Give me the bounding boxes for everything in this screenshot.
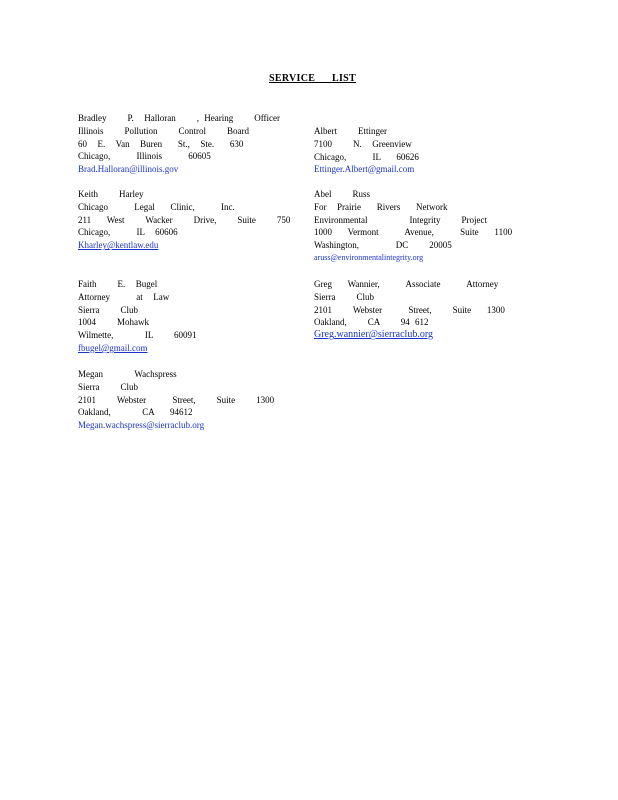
contact-organization-2: Environmental Integrity Project <box>314 214 487 225</box>
contact-name: Faith E. Bugel <box>78 279 158 289</box>
contact-organization: Sierra Club <box>78 381 138 392</box>
contact-street: 1004 Mohawk <box>78 317 149 328</box>
contact-email[interactable]: Brad.Halloran@illinois.gov <box>78 164 179 175</box>
contact-name: Keith Harley <box>78 189 144 199</box>
contact-organization: Sierra Club <box>314 291 374 302</box>
service-contact-russ <box>314 188 512 265</box>
contact-email[interactable]: Ettinger.Albert@gmail.com <box>314 164 415 175</box>
contact-email-link[interactable]: fbugel@gmail.com <box>78 342 148 353</box>
contact-name: Megan Wachspress <box>78 369 177 379</box>
service-contact-harley <box>78 188 290 252</box>
contact-name: Abel Russ <box>314 189 371 199</box>
contact-organization: Illinois Pollution Control Board <box>78 125 250 136</box>
contact-organization: Chicago Legal Clinic, Inc. <box>78 201 235 212</box>
contact-city: Washington, DC 20005 <box>314 240 452 251</box>
service-contact-halloran <box>78 112 280 176</box>
contact-email-link[interactable]: Greg.wannier@sierraclub.org <box>314 329 433 341</box>
service-contact-wannier <box>314 278 505 342</box>
contact-city: Oakland, CA 94 612 <box>314 317 429 328</box>
contact-city: Chicago, IL 60626 <box>314 151 419 162</box>
contact-city: Chicago, IL 60606 <box>78 227 178 238</box>
contact-street: 2101 Webster Street, Suite 1300 <box>314 304 505 315</box>
contact-city: Oakland, CA 94612 <box>78 407 193 418</box>
contact-name: Bradley P. Halloran , Hearing Officer <box>78 113 281 123</box>
contact-email[interactable]: aruss@environmentalintegrity.org <box>314 252 424 262</box>
contact-email[interactable]: Megan.wachspress@sierraclub.org <box>78 420 205 431</box>
contact-city: Wilmette, IL 60091 <box>78 330 197 341</box>
contact-city: Chicago, Illinois 60605 <box>78 151 211 162</box>
contact-name: Albert Ettinger <box>314 126 387 136</box>
contact-name: Greg Wannier, Associate Attorney <box>314 279 499 289</box>
contact-organization: For Prairie Rivers Network <box>314 201 448 212</box>
contact-street: 7100 N. Greenview <box>314 138 412 149</box>
contact-email-link[interactable]: Kharley@kentlaw.edu <box>78 240 159 251</box>
contact-title: Attorney at Law <box>78 291 170 302</box>
contact-street: 2101 Webster Street, Suite 1300 <box>78 394 275 405</box>
contact-street: 1000 Vermont Avenue, Suite 1100 <box>314 227 513 238</box>
contact-street: 60 E. Van Buren St., Ste. 630 <box>78 138 244 149</box>
page-title: SERVICE LIST <box>269 73 356 84</box>
service-contact-wachspress <box>78 368 274 432</box>
contact-street: 211 West Wacker Drive, Suite 750 <box>78 214 291 225</box>
contact-organization: Sierra Club <box>78 304 138 315</box>
service-contact-ettinger <box>314 125 419 176</box>
service-contact-bugel <box>78 278 197 355</box>
